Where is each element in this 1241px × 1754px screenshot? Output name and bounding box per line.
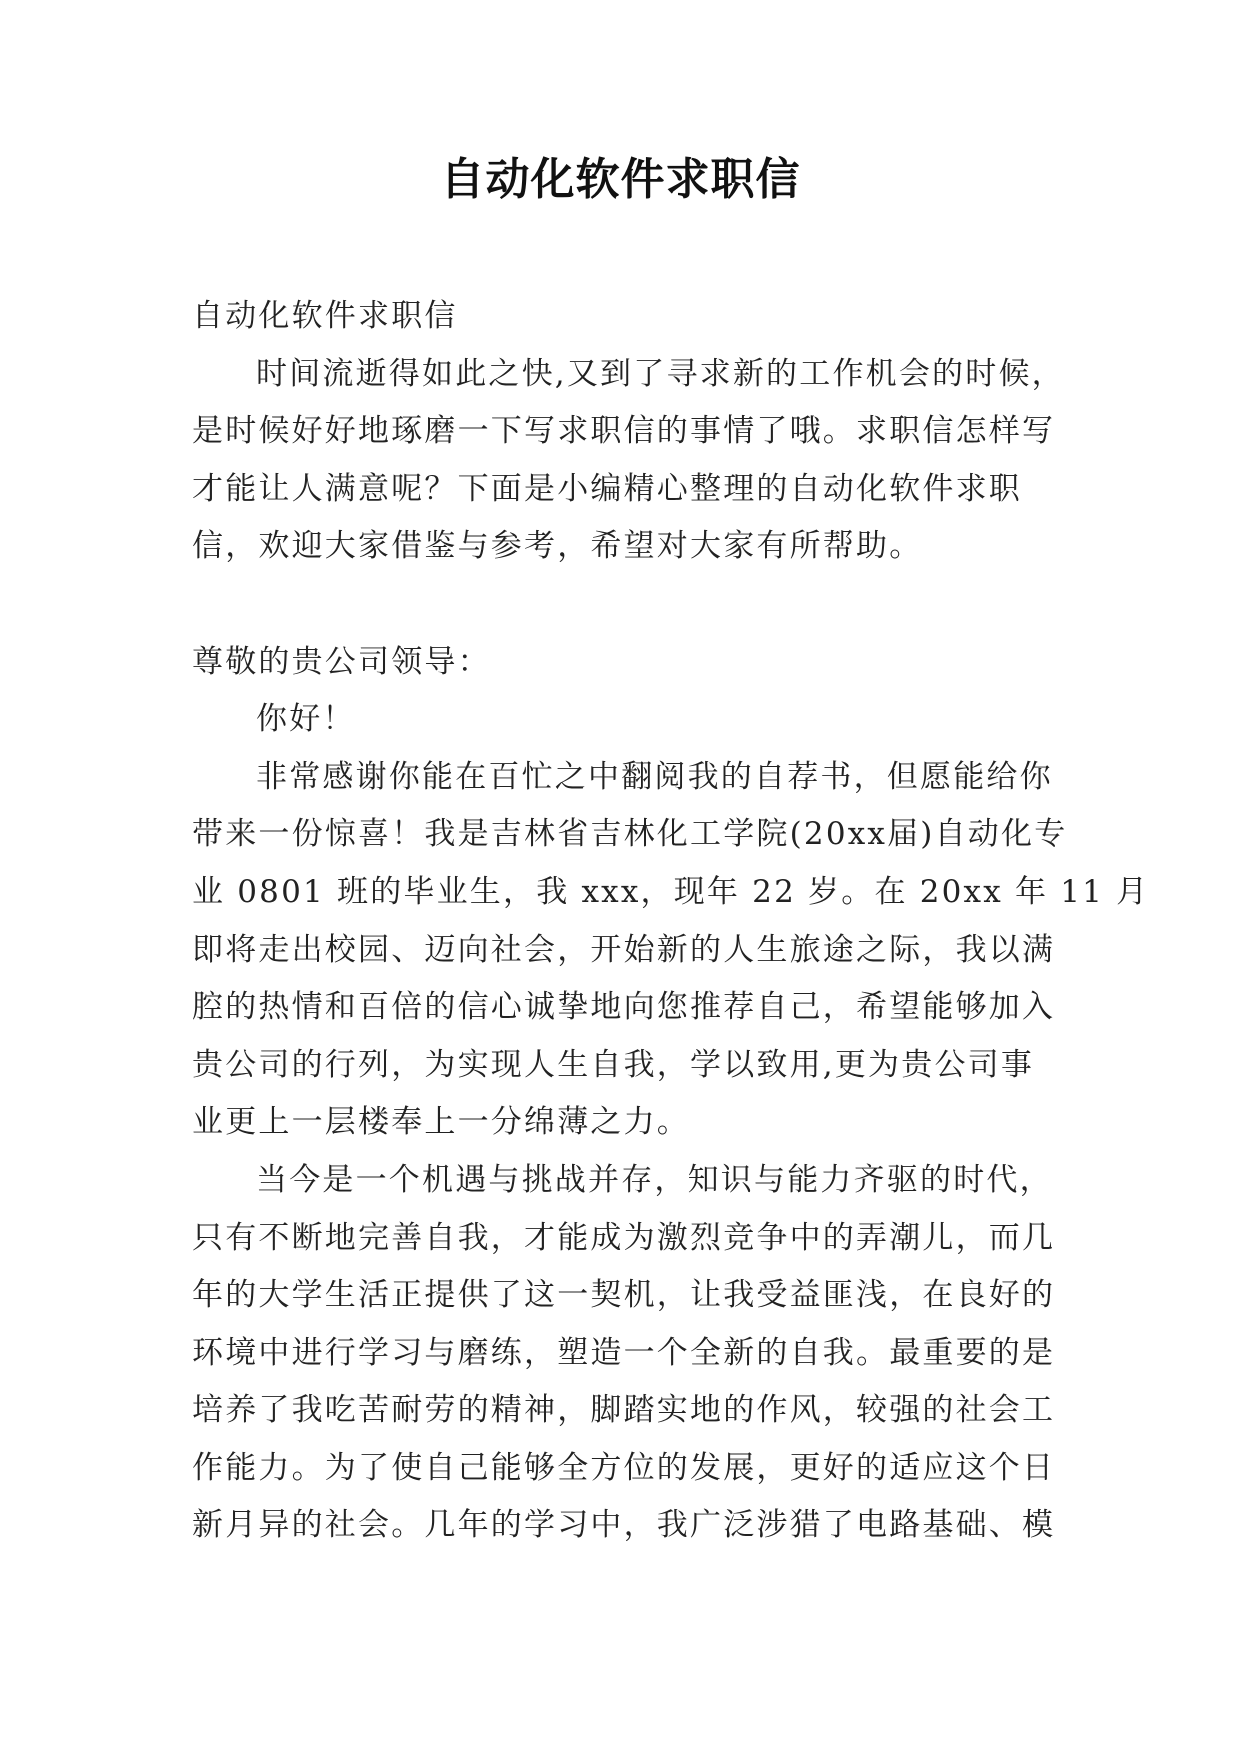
blank-line [192, 576, 1072, 634]
body-line: 环境中进行学习与磨练，塑造一个全新的自我。最重要的是 [192, 1334, 1056, 1371]
body-line: 当今是一个机遇与挑战并存，知识与能力齐驱的时代， [256, 1161, 1053, 1198]
body-line: 信，欢迎大家借鉴与参考，希望对大家有所帮助。 [192, 528, 923, 565]
body-line: 作能力。为了使自己能够全方位的发展，更好的适应这个日 [192, 1449, 1056, 1486]
body-line: 带来一份惊喜！我是吉林省吉林化工学院(20xx届)自动化专 [192, 816, 1068, 853]
document-body [192, 288, 1150, 1555]
body-line: 业 0801 班的毕业生，我 xxx，现年 22 岁。在 20xx 年 11 月 [192, 873, 1150, 910]
document-title: 自动化软件求职信 [440, 154, 801, 205]
body-line: 即将走出校园、迈向社会，开始新的人生旅途之际，我以满 [192, 931, 1056, 968]
body-line: 自动化软件求职信 [192, 298, 458, 334]
body-line: 才能让人满意呢？下面是小编精心整理的自动化软件求职 [192, 470, 1022, 507]
body-line: 时间流逝得如此之快,又到了寻求新的工作机会的时候， [256, 355, 1065, 392]
greeting: 你好！ [256, 701, 356, 738]
body-line: 腔的热情和百倍的信心诚挚地向您推荐自己，希望能够加入 [192, 989, 1056, 1026]
salutation: 尊敬的贵公司领导： [192, 643, 491, 680]
body-line: 新月异的社会。几年的学习中，我广泛涉猎了电路基础、模 [192, 1507, 1056, 1544]
body-line: 是时候好好地琢磨一下写求职信的事情了哦。求职信怎样写 [192, 413, 1056, 450]
body-line: 业更上一层楼奉上一分绵薄之力。 [192, 1104, 690, 1141]
body-line: 培养了我吃苦耐劳的精神，脚踏实地的作风，较强的社会工 [192, 1392, 1056, 1429]
body-line: 年的大学生活正提供了这一契机，让我受益匪浅，在良好的 [192, 1277, 1056, 1314]
body-line: 只有不断地完善自我，才能成为激烈竞争中的弄潮儿，而几 [192, 1219, 1056, 1256]
body-line: 非常感谢你能在百忙之中翻阅我的自荐书，但愿能给你 [256, 758, 1053, 795]
body-line: 贵公司的行列，为实现人生自我，学以致用,更为贵公司事 [192, 1046, 1035, 1083]
